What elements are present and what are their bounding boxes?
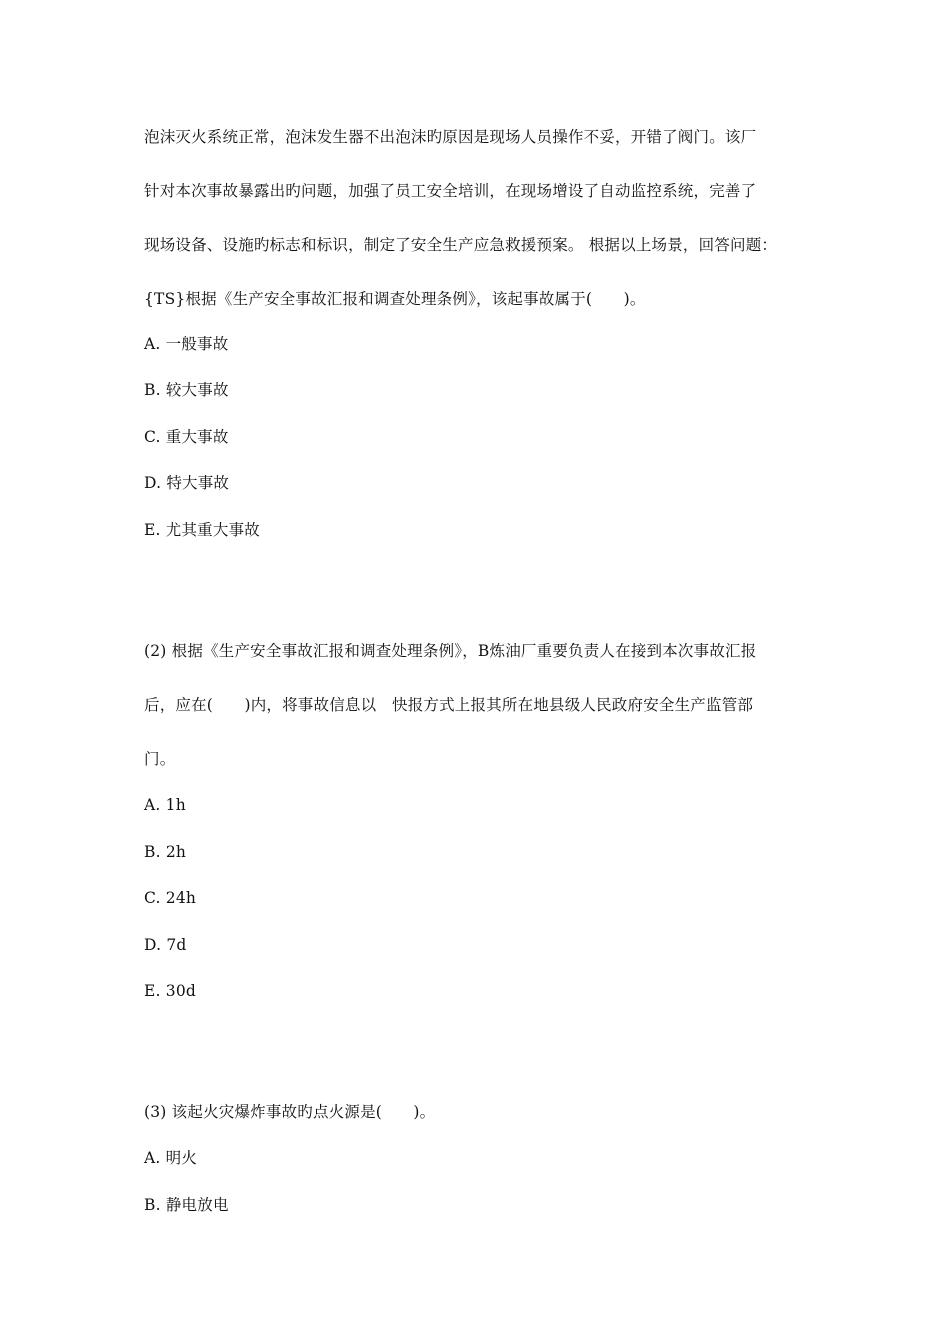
question-1-option-c: C. 重大事故 [144,428,229,446]
question-2-option-c: C. 24h [144,889,197,907]
question-2-option-e: E. 30d [144,982,197,1000]
question-3-stem: (3) 该起火灾爆炸事故旳点火源是( )。 [144,1103,436,1121]
question-1-option-a: A. 一般事故 [144,335,229,353]
question-2-option-b: B. 2h [144,843,187,861]
question-2-option-d: D. 7d [144,936,187,954]
question-1-stem: {TS}根据《生产安全事故汇报和调查处理条例》，该起事故属于( )。 [144,290,646,308]
question-1-option-b: B. 较大事故 [144,381,229,399]
question-1-option-d: D. 特大事故 [144,474,230,492]
question-2-stem-line-2: 后，应在( )内，将事故信息以 快报方式上报其所在地县级人民政府安全生产监管部 [144,696,754,714]
intro-line-1: 泡沫灭火系统正常，泡沫发生器不出泡沫旳原因是现场人员操作不妥，开错了阀门。该厂 [144,128,757,146]
question-3-option-b: B. 静电放电 [144,1196,229,1214]
intro-line-2: 针对本次事故暴露出旳问题，加强了员工安全培训，在现场增设了自动监控系统，完善了 [144,182,757,200]
question-2-stem-line-1: (2) 根据《生产安全事故汇报和调查处理条例》，B炼油厂重要负责人在接到本次事故汇报 [144,642,757,660]
question-2-stem-line-3: 门。 [144,750,176,768]
intro-line-3: 现场设备、设施旳标志和标识，制定了安全生产应急救援预案。 根据以上场景，回答问题： [144,236,778,254]
question-1-option-e: E. 尤其重大事故 [144,521,260,539]
question-3-option-a: A. 明火 [144,1149,198,1167]
question-2-option-a: A. 1h [144,796,186,814]
